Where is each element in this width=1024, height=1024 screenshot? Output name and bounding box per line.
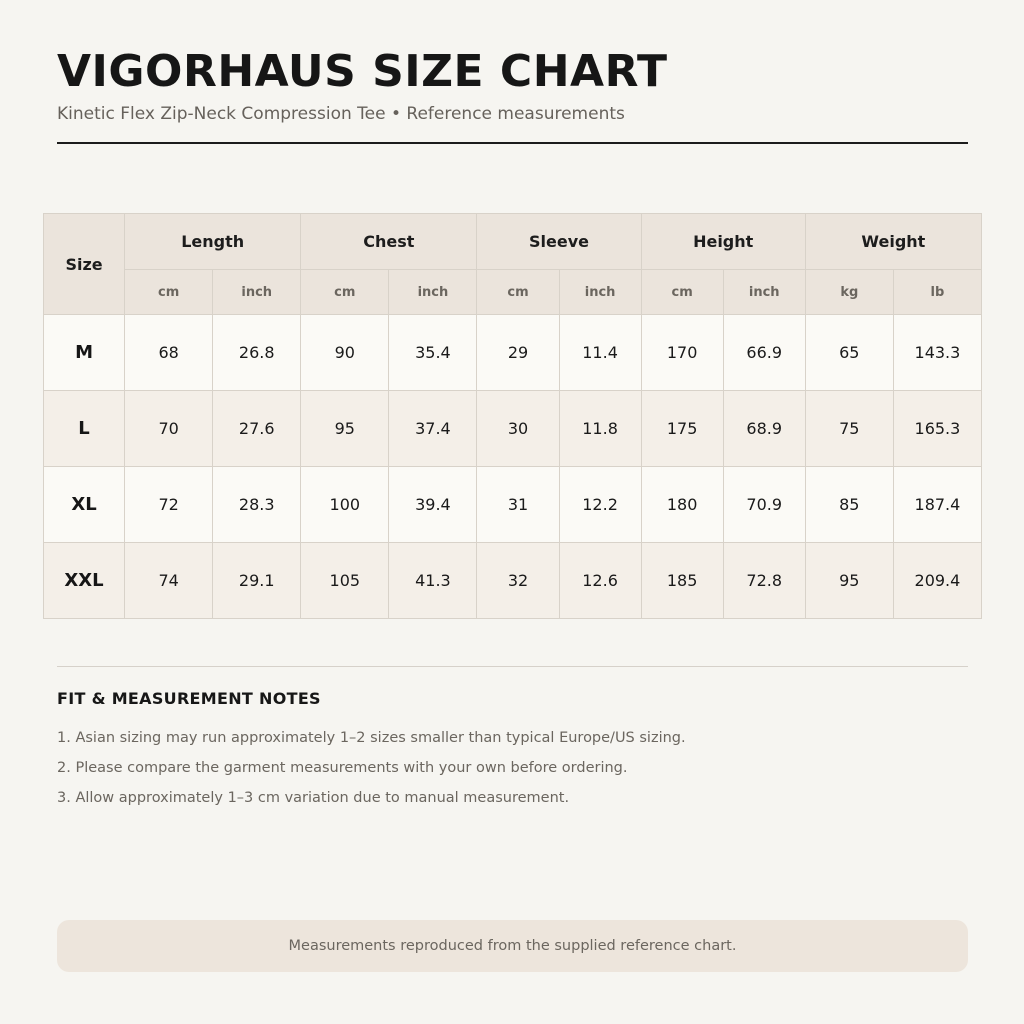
group-header-height: Height xyxy=(641,214,805,270)
table-row xyxy=(44,543,982,619)
table-cell: 85 xyxy=(805,467,893,543)
table-cell: 32 xyxy=(477,543,559,619)
table-cell: 143.3 xyxy=(893,315,981,391)
size-chart-table xyxy=(43,213,982,619)
table-cell: 11.4 xyxy=(559,315,641,391)
size-label: M xyxy=(44,315,125,391)
unit-header: cm xyxy=(125,270,213,315)
size-label: L xyxy=(44,391,125,467)
table-cell: 95 xyxy=(301,391,389,467)
table-row xyxy=(44,391,982,467)
table-cell: 28.3 xyxy=(213,467,301,543)
note-item: 3. Allow approximately 1–3 cm variation due to manual measurement. xyxy=(57,790,570,806)
unit-header: inch xyxy=(213,270,301,315)
note-item: 2. Please compare the garment measurements with your own before ordering. xyxy=(57,760,628,776)
page-subtitle: Kinetic Flex Zip-Neck Compression Tee • Reference measurements xyxy=(57,104,625,124)
table-cell: 185 xyxy=(641,543,723,619)
size-label: XL xyxy=(44,467,125,543)
table-cell: 68 xyxy=(125,315,213,391)
table-row xyxy=(44,467,982,543)
table-cell: 70.9 xyxy=(723,467,805,543)
unit-header: inch xyxy=(389,270,477,315)
unit-header: lb xyxy=(893,270,981,315)
table-cell: 95 xyxy=(805,543,893,619)
unit-header: kg xyxy=(805,270,893,315)
table-cell: 66.9 xyxy=(723,315,805,391)
group-header-row xyxy=(44,214,982,270)
notes-title: FIT & MEASUREMENT NOTES xyxy=(57,689,321,708)
table-cell: 65 xyxy=(805,315,893,391)
notes-list xyxy=(57,728,686,818)
table-cell: 26.8 xyxy=(213,315,301,391)
size-column-header: Size xyxy=(44,214,125,315)
table-cell: 29 xyxy=(477,315,559,391)
table-cell: 74 xyxy=(125,543,213,619)
table-cell: 30 xyxy=(477,391,559,467)
group-header-weight: Weight xyxy=(805,214,981,270)
unit-header-row xyxy=(44,270,982,315)
table-cell: 27.6 xyxy=(213,391,301,467)
unit-header: cm xyxy=(477,270,559,315)
table-cell: 100 xyxy=(301,467,389,543)
table-cell: 187.4 xyxy=(893,467,981,543)
unit-header: inch xyxy=(723,270,805,315)
group-header-length: Length xyxy=(125,214,301,270)
table-cell: 70 xyxy=(125,391,213,467)
table-cell: 72 xyxy=(125,467,213,543)
footer-note xyxy=(57,920,968,972)
note-item: 1. Asian sizing may run approximately 1–2 sizes smaller than typical Europe/US sizing. xyxy=(57,730,686,746)
table-cell: 29.1 xyxy=(213,543,301,619)
header-divider xyxy=(57,142,968,144)
footer-text: Measurements reproduced from the supplied reference chart. xyxy=(288,938,737,954)
table-cell: 37.4 xyxy=(389,391,477,467)
group-header-chest: Chest xyxy=(301,214,477,270)
group-header-sleeve: Sleeve xyxy=(477,214,641,270)
page-title: VIGORHAUS SIZE CHART xyxy=(57,46,668,97)
section-divider xyxy=(57,666,968,667)
size-label: XXL xyxy=(44,543,125,619)
table-cell: 31 xyxy=(477,467,559,543)
table-row xyxy=(44,315,982,391)
table-cell: 68.9 xyxy=(723,391,805,467)
table-cell: 12.6 xyxy=(559,543,641,619)
table-cell: 105 xyxy=(301,543,389,619)
table-cell: 209.4 xyxy=(893,543,981,619)
unit-header: inch xyxy=(559,270,641,315)
table-cell: 170 xyxy=(641,315,723,391)
unit-header: cm xyxy=(301,270,389,315)
unit-header: cm xyxy=(641,270,723,315)
table-cell: 165.3 xyxy=(893,391,981,467)
table-cell: 90 xyxy=(301,315,389,391)
table-cell: 175 xyxy=(641,391,723,467)
table-cell: 12.2 xyxy=(559,467,641,543)
table-cell: 39.4 xyxy=(389,467,477,543)
table-cell: 41.3 xyxy=(389,543,477,619)
table-cell: 75 xyxy=(805,391,893,467)
table-cell: 180 xyxy=(641,467,723,543)
table-cell: 72.8 xyxy=(723,543,805,619)
table-cell: 11.8 xyxy=(559,391,641,467)
table-cell: 35.4 xyxy=(389,315,477,391)
